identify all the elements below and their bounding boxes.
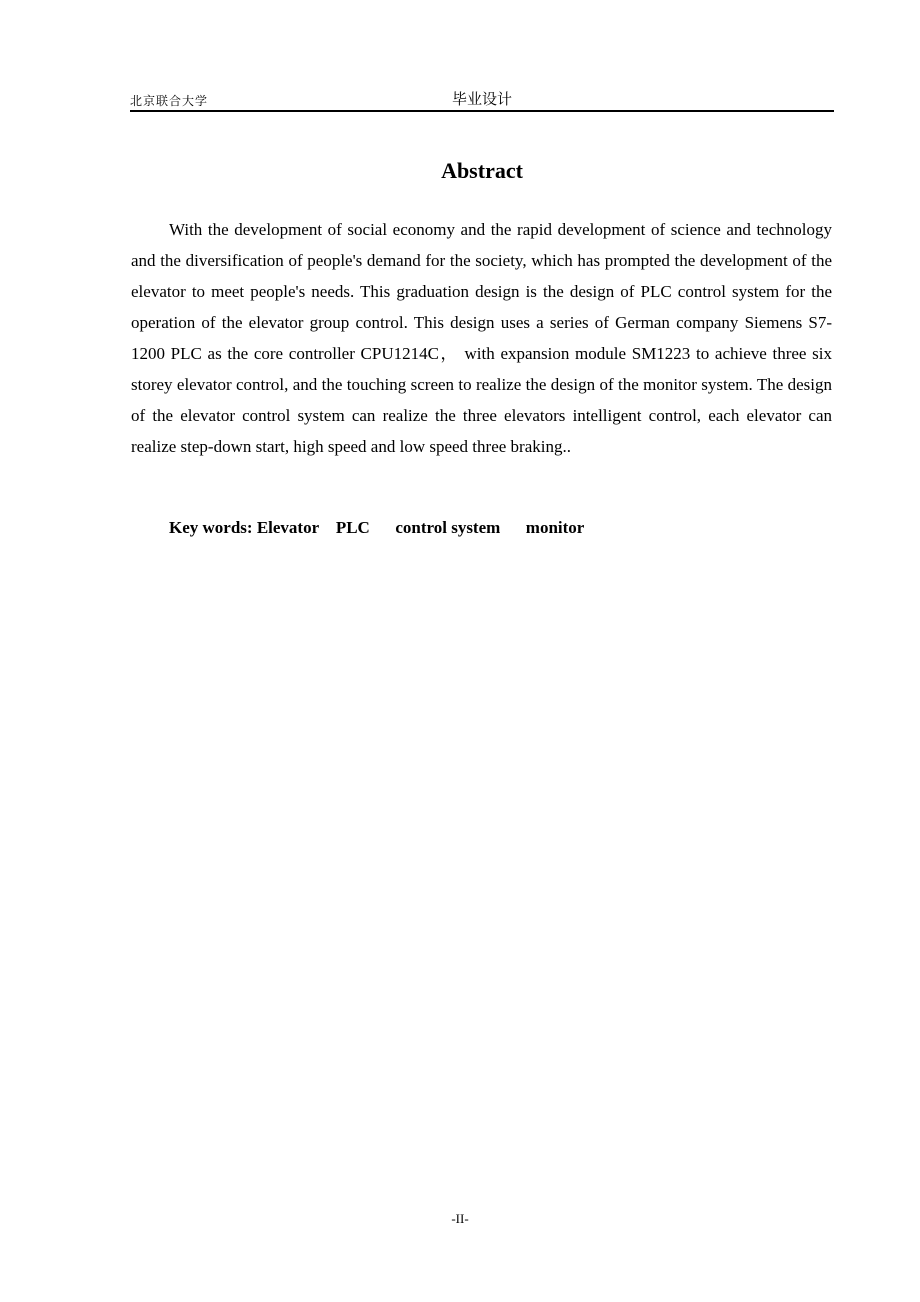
keywords-line: Key words: Elevator PLC control system monitor: [169, 518, 585, 537]
header-university: 北京联合大学: [130, 94, 209, 108]
abstract-body: With the development of social economy and the rapid development of science and technology and the diversification of people's demand for the society, which has prompted the development of the elevator to meet people's needs. This graduation design is the design of PLC control system for the operation of the elevator group control. This design uses a series of German company Siemens S7-1200 PLC as the core controller CPU1214C， with expansion module SM1223 to achieve three six storey elevator control, and the touching screen to realize the design of the monitor system. The design of the elevator control system can realize the three elevators intelligent control, each elevator can realize step-down start, high speed and low speed three braking..: [131, 220, 832, 456]
page-number: -II-: [451, 1211, 469, 1226]
header-document-type: 毕业设计: [451, 90, 512, 108]
page-header: [130, 88, 834, 110]
header-divider: [130, 110, 834, 112]
abstract-title: Abstract: [441, 158, 523, 183]
